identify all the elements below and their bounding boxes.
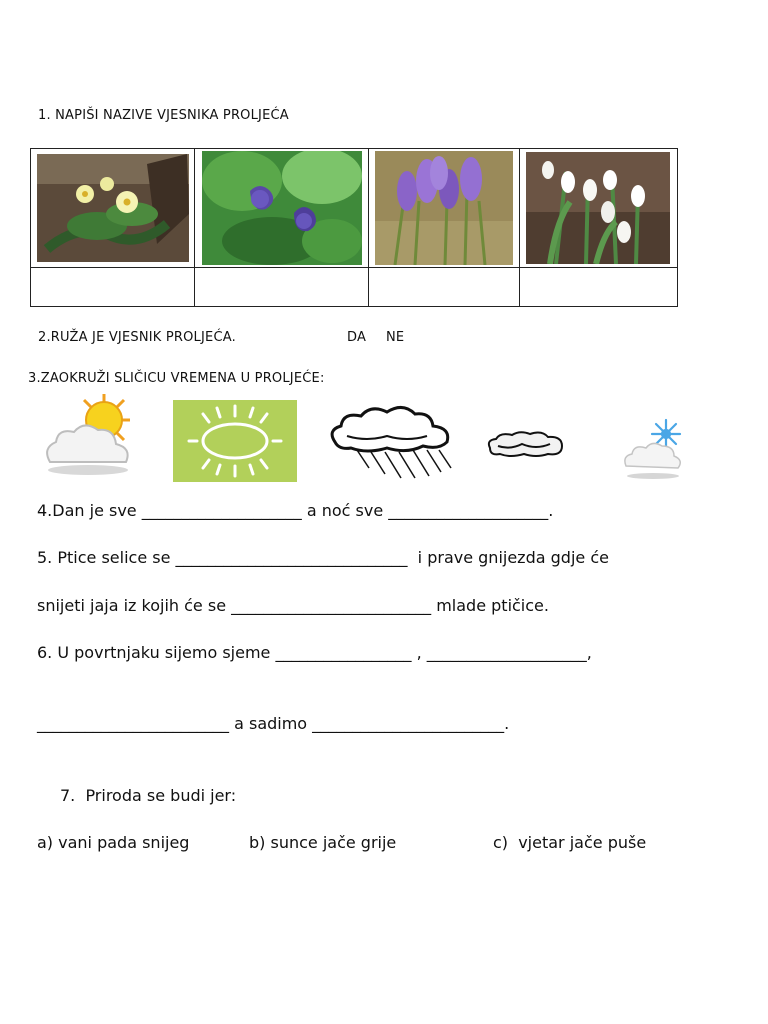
rain-cloud-icon[interactable] bbox=[327, 402, 459, 482]
snowdrop-photo bbox=[526, 152, 670, 264]
question-6-line-2[interactable]: ________________________ a sadimo ________________________. bbox=[37, 714, 510, 733]
flower-cell-2 bbox=[195, 149, 369, 268]
question-5-line-1[interactable]: 5. Ptice selice se _____________________________ i prave gnijezda gdje će bbox=[37, 548, 609, 567]
flower-cell-4 bbox=[519, 149, 677, 268]
question-6-line-1[interactable]: 6. U povrtnjaku sijemo sjeme _________________ , ____________________, bbox=[37, 643, 592, 662]
flower-answer-field-3[interactable] bbox=[369, 268, 519, 307]
question-5-line-2[interactable]: snijeti jaja iz kojih će se _________________________ mlade ptičice. bbox=[37, 596, 549, 615]
flower-cell-1 bbox=[31, 149, 195, 268]
question-1-title: 1. NAPIŠI NAZIVE VJESNIKA PROLJEĆA bbox=[38, 108, 289, 123]
option-b[interactable]: b) sunce jače grije bbox=[249, 833, 397, 852]
crocus-photo bbox=[375, 151, 513, 265]
sun-icon[interactable] bbox=[173, 400, 297, 482]
question-4-text[interactable]: 4.Dan je sve ____________________ a noć sve ____________________. bbox=[37, 501, 554, 520]
question-2-text: 2.RUŽA JE VJESNIK PROLJEĆA. bbox=[38, 330, 236, 345]
flower-answer-field-4[interactable] bbox=[519, 268, 677, 307]
answer-no-option[interactable]: NE bbox=[386, 330, 405, 345]
snow-cloud-icon[interactable] bbox=[622, 416, 684, 480]
question-3-title: 3.ZAOKRUŽI SLIČICU VREMENA U PROLJEĆE: bbox=[28, 371, 325, 386]
flower-cell-3 bbox=[369, 149, 519, 268]
sun-behind-cloud-icon[interactable] bbox=[40, 392, 136, 476]
question-7-title: 7. Priroda se budi jer: bbox=[60, 786, 237, 805]
answer-yes-option[interactable]: DA bbox=[347, 330, 367, 345]
flower-answer-field-1[interactable] bbox=[31, 268, 195, 307]
primrose-photo bbox=[37, 154, 189, 262]
option-a[interactable]: a) vani pada snijeg bbox=[37, 833, 190, 852]
small-cloud-icon[interactable] bbox=[486, 430, 566, 460]
flower-table bbox=[30, 148, 678, 307]
violet-photo bbox=[202, 151, 362, 265]
flower-answer-field-2[interactable] bbox=[195, 268, 369, 307]
option-c[interactable]: c) vjetar jače puše bbox=[493, 833, 647, 852]
